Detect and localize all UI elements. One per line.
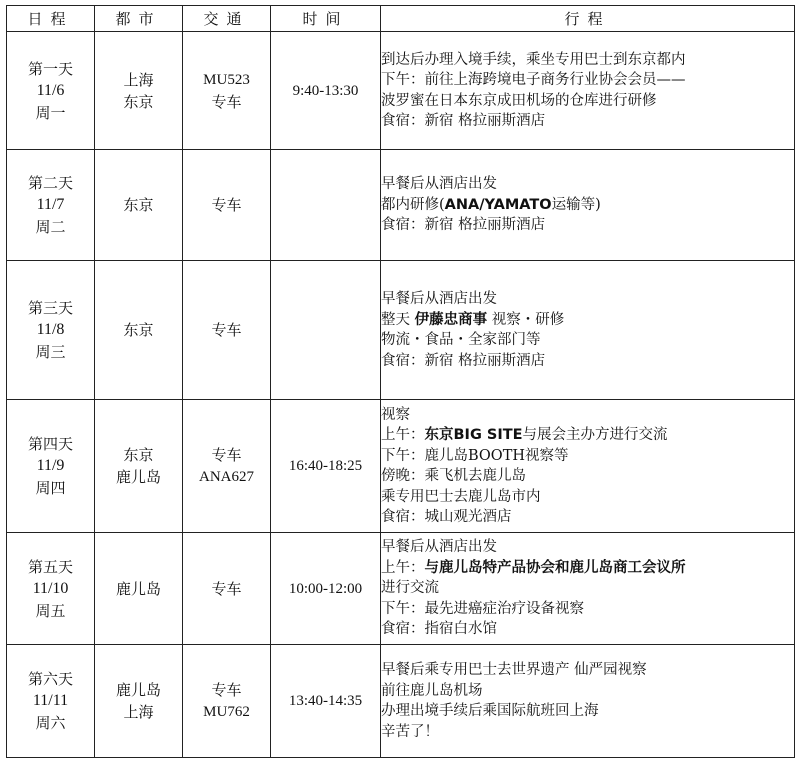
itinerary-line [381, 599, 794, 620]
transport-cell [183, 261, 271, 400]
time-cell: 9:40-13:30 [271, 32, 381, 150]
transport-item: 专车 [211, 92, 242, 111]
city-cell [95, 150, 183, 261]
itinerary-line [381, 174, 794, 195]
itinerary-highlight: 东京BIG SITE [424, 427, 523, 443]
itinerary-line [381, 310, 794, 331]
transport-cell [183, 150, 271, 261]
itinerary-line [381, 619, 794, 640]
itinerary-text: 视察 [381, 406, 410, 423]
time-cell [271, 261, 381, 400]
itinerary-line [381, 111, 794, 132]
table-row [7, 32, 795, 150]
itinerary-text: 下午：鹿儿岛BOOTH视察等 [381, 447, 569, 464]
itinerary-text: 早餐后从酒店出发 [381, 539, 497, 556]
itinerary-text: 食宿：城山观光酒店 [381, 509, 512, 525]
itinerary-text: 乘专用巴士去鹿儿岛市内 [381, 488, 541, 505]
itinerary-line [381, 351, 794, 372]
itinerary-text: 前往鹿儿岛机场 [381, 682, 483, 699]
itinerary-text: 食宿：新宿 格拉丽斯酒店 [381, 352, 546, 369]
time-cell: 13:40-14:35 [271, 645, 381, 758]
time-cell [271, 150, 381, 261]
itinerary-line [381, 425, 794, 446]
time-cell: 10:00-12:00 [271, 533, 381, 645]
day-label: 第三天 [27, 299, 73, 317]
itinerary-text: 上午： [381, 559, 425, 576]
itinerary-text: 办理出境手续后乘国际航班回上海 [381, 703, 599, 719]
transport-item: MU523 [203, 71, 250, 88]
day-cell [7, 261, 95, 400]
itinerary-line [381, 558, 794, 579]
day-label: 第五天 [27, 557, 73, 576]
itinerary-text: 物流・食品・全家部门等 [381, 332, 541, 348]
table-row [7, 261, 795, 400]
date-label: 11/10 [32, 579, 69, 597]
table-row [7, 645, 795, 758]
weekday-label: 周六 [35, 714, 66, 732]
transport-cell [183, 32, 271, 150]
transport-item: MU762 [203, 704, 250, 720]
itinerary-text: 整天 [381, 311, 415, 328]
itinerary-line [381, 289, 794, 310]
itinerary-line [381, 660, 794, 681]
itinerary-line [381, 50, 794, 71]
day-cell [7, 32, 95, 150]
itinerary-cell [381, 400, 795, 533]
itinerary-text: 视察・研修 [487, 311, 565, 328]
itinerary-line [381, 681, 794, 702]
city-cell [95, 533, 183, 645]
city-name: 鹿儿岛 [115, 681, 161, 699]
date-label: 11/7 [36, 196, 65, 213]
city-cell [95, 261, 183, 400]
header-city: 都市 [95, 6, 183, 32]
city-name: 东京 [123, 321, 154, 339]
time-cell: 16:40-18:25 [271, 400, 381, 533]
city-cell [95, 645, 183, 758]
itinerary-text: 早餐后从酒店出发 [381, 291, 497, 307]
city-name: 鹿儿岛 [115, 468, 161, 486]
date-label: 11/11 [32, 692, 69, 709]
transport-item: ANA627 [199, 469, 254, 485]
city-name: 东京 [123, 196, 154, 214]
itinerary-text: 与展会主办方进行交流 [522, 427, 668, 443]
itinerary-text: 食宿：新宿 格拉丽斯酒店 [381, 217, 546, 234]
itinerary-line [381, 537, 794, 558]
day-label: 第六天 [27, 670, 73, 688]
day-cell [7, 400, 95, 533]
itinerary-text: 进行交流 [381, 580, 439, 597]
header-transport: 交通 [183, 6, 271, 32]
transport-cell [183, 533, 271, 645]
itinerary-line [381, 507, 794, 528]
transport-item: 专车 [211, 321, 242, 339]
table-row [7, 533, 795, 645]
transport-cell [183, 400, 271, 533]
itinerary-text: 上午： [381, 427, 425, 443]
itinerary-text: 食宿：指宿白水馆 [381, 621, 497, 638]
itinerary-line [381, 405, 794, 426]
itinerary-line [381, 487, 794, 508]
itinerary-line [381, 701, 794, 722]
itinerary-cell [381, 533, 795, 645]
weekday-label: 周一 [35, 103, 66, 122]
itinerary-line [381, 91, 794, 112]
transport-item: 专车 [211, 446, 242, 464]
day-cell [7, 533, 95, 645]
itinerary-text: 波罗蜜在日本东京成田机场的仓库进行研修 [381, 92, 657, 109]
city-name: 鹿儿岛 [115, 579, 161, 598]
table-row [7, 150, 795, 261]
date-label: 11/6 [36, 81, 65, 99]
itinerary-table [6, 5, 795, 758]
date-label: 11/8 [36, 321, 65, 338]
weekday-label: 周四 [35, 479, 66, 497]
itinerary-text: 辛苦了！ [381, 723, 439, 740]
header-time: 时间 [271, 6, 381, 32]
itinerary-text: 都内研修( [381, 196, 445, 213]
city-name: 东京 [123, 446, 154, 464]
itinerary-highlight: 伊藤忠商事 [414, 311, 488, 328]
header-row [7, 6, 795, 32]
itinerary-line [381, 578, 794, 599]
city-cell [95, 32, 183, 150]
city-cell [95, 400, 183, 533]
weekday-label: 周五 [35, 601, 66, 620]
itinerary-line [381, 722, 794, 743]
itinerary-text: 早餐后从酒店出发 [381, 176, 497, 193]
itinerary-highlight: 与鹿儿岛特产品协会和鹿儿岛商工会议所 [424, 559, 686, 576]
weekday-label: 周三 [35, 343, 66, 361]
itinerary-text: 傍晚：乘飞机去鹿儿岛 [381, 468, 526, 484]
itinerary-cell [381, 645, 795, 758]
itinerary-line [381, 195, 794, 216]
itinerary-cell [381, 261, 795, 400]
transport-item: 专车 [211, 681, 242, 699]
itinerary-text: 早餐后乘专用巴士去世界遗产 仙严园视察 [381, 662, 647, 678]
itinerary-text: 食宿：新宿 格拉丽斯酒店 [381, 113, 546, 129]
itinerary-text: 运输等) [551, 196, 601, 213]
transport-item: 专车 [211, 579, 242, 598]
date-label: 11/9 [36, 457, 65, 474]
header-day: 日程 [7, 6, 95, 32]
weekday-label: 周二 [35, 218, 66, 236]
city-name: 上海 [123, 70, 154, 89]
itinerary-line [381, 330, 794, 351]
itinerary-text: 下午：前往上海跨境电子商务行业协会会员—— [381, 72, 686, 88]
table-row [7, 400, 795, 533]
header-itinerary: 行程 [381, 6, 795, 32]
city-name: 上海 [123, 703, 154, 721]
itinerary-cell [381, 32, 795, 150]
transport-item: 专车 [211, 196, 242, 214]
itinerary-text: 下午：最先进癌症治疗设备视察 [381, 600, 584, 617]
day-label: 第四天 [27, 435, 73, 453]
itinerary-line [381, 446, 794, 467]
itinerary-highlight: ANA/YAMATO [444, 196, 552, 213]
itinerary-line [381, 215, 794, 236]
itinerary-line [381, 70, 794, 91]
day-cell [7, 645, 95, 758]
day-cell [7, 150, 95, 261]
day-label: 第二天 [27, 174, 73, 192]
day-label: 第一天 [27, 59, 73, 78]
itinerary-line [381, 466, 794, 487]
itinerary-cell [381, 150, 795, 261]
transport-cell [183, 645, 271, 758]
itinerary-text: 到达后办理入境手续，乘坐专用巴士到东京都内 [381, 51, 686, 68]
city-name: 东京 [123, 92, 154, 111]
